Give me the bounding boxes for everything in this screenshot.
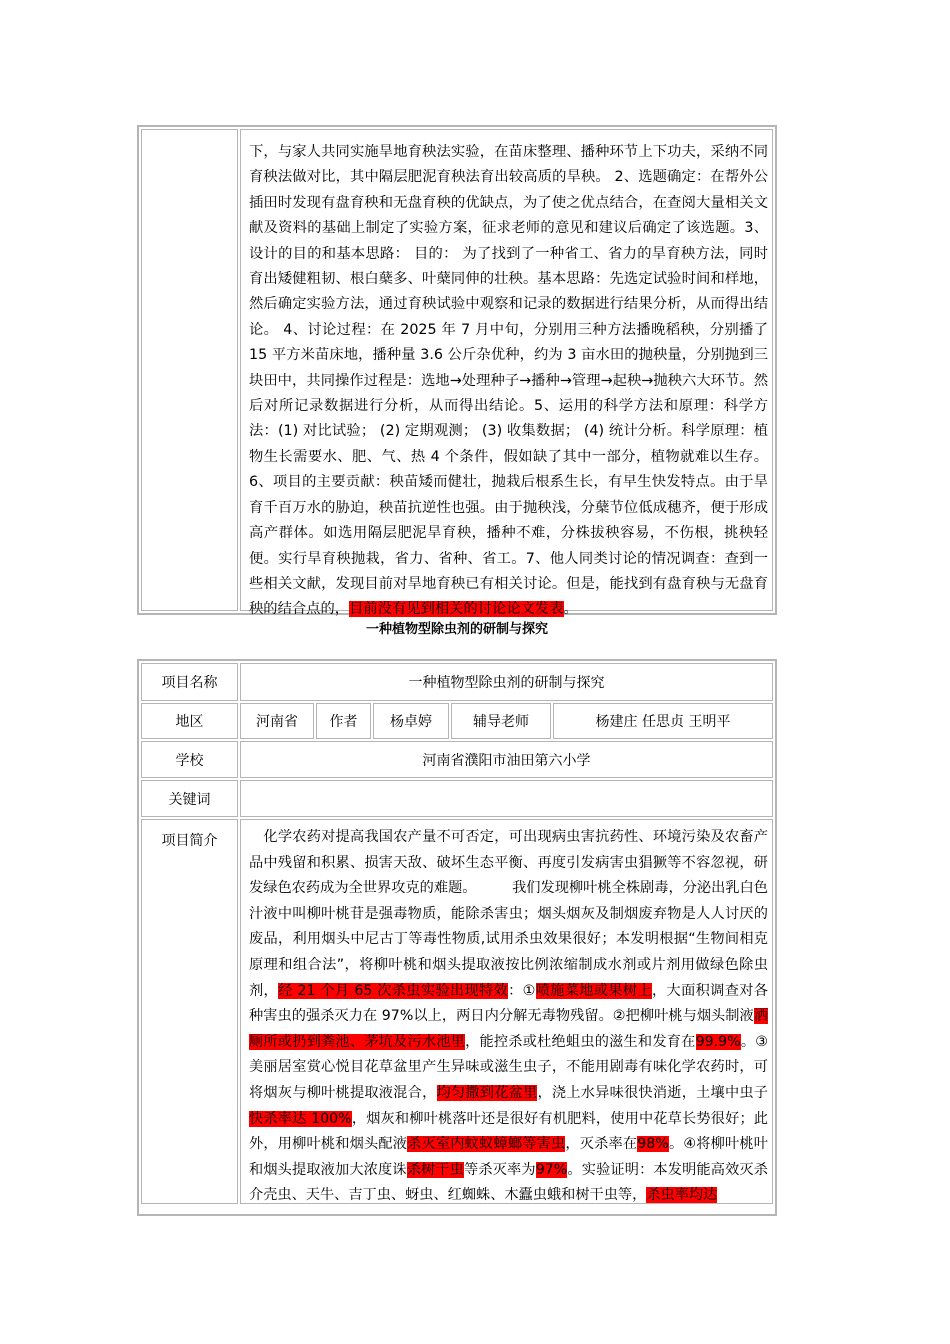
advisor-label: 辅导老师: [451, 703, 551, 739]
continued-content-cell: [240, 129, 773, 618]
text-segment: ：①: [508, 982, 536, 999]
text-segment: ，浇上水异味很快消逝，土壤中虫子: [537, 1084, 768, 1101]
summary-label: 项目简介: [141, 819, 238, 1204]
author-value: 杨卓婷: [373, 703, 449, 739]
region-value: 河南省: [240, 703, 314, 739]
summary-content: [240, 819, 773, 1204]
advisor-value: 杨建庄 任思贞 王明平: [553, 703, 773, 739]
project-name-row: [141, 663, 773, 701]
school-label: 学校: [141, 741, 238, 778]
highlighted-text: 喷施菜地或果树上: [535, 982, 652, 999]
text-segment: 。实验证明：本发明能高效灭杀介壳虫、天牛、吉丁虫、蚜虫、红蜘蛛、木蠹虫蛾和树干虫等，: [249, 1161, 768, 1204]
text-segment: 化学农药对提高我国农产量不可否定，可出现病虫害抗药性、环境污染及农畜产品中残留和积累、损害天敌、破坏生态平衡、再度引发病害虫猖獗等不容忽视，研发绿色农药成为全世界攻克的难题。 我们发现柳叶桃全株剧毒，分泌出乳白色汁液中叫柳叶桃苷是强毒物质，能除杀害虫；烟头烟灰及制烟废弃物是人人讨厌的废品，利用烟头中尼古丁等毒性物质,试用杀虫效果很好；本发明根据“生物间相克原理和组合法”，将柳叶桃和烟头提取液按比例浓缩制成水剂或片剂用做绿色除虫剂，: [249, 829, 768, 999]
highlighted-text: 目前没有见到相关的讨论论文发表: [349, 601, 564, 618]
text-segment: ，能控杀或杜绝蛆虫的滋生和发育在: [465, 1033, 696, 1050]
project-name-value: 一种植物型除虫剂的研制与探究: [240, 663, 773, 701]
highlighted-text: 98%: [637, 1136, 669, 1153]
section-caption: 一种植物型除虫剂的研制与探究: [365, 622, 548, 637]
keywords-label: 关键词: [141, 780, 238, 817]
keywords-row: [141, 780, 773, 817]
text-segment: ，大面积调查对各种害虫的强杀灭力在 97%以上，两日内分解无毒物残留。②把柳叶桃与烟头制液: [249, 982, 768, 1025]
summary-row: [141, 819, 773, 1204]
author-label: 作者: [316, 703, 371, 739]
project-name-label: 项目名称: [141, 663, 238, 701]
school-row: [141, 741, 773, 778]
text-segment: 。③美丽居室赏心悦目花草盆里产生异味或滋生虫子，不能用剧毒有味化学农药时，可将烟灰与柳叶桃提取液混合，: [249, 1033, 768, 1101]
text-segment: 。④将柳叶桃叶和烟头提取液加大浓度诛: [249, 1136, 768, 1178]
keywords-value: [240, 780, 773, 817]
highlighted-text: 洒厕所或扔到粪池、茅坑及污水池里: [249, 1008, 768, 1050]
highlighted-text: 杀虫率均达: [646, 1187, 718, 1204]
school-value: 河南省濮阳市油田第六小学: [240, 741, 773, 778]
info-row: [141, 703, 773, 739]
continued-paragraph: [249, 140, 768, 623]
continued-table: [137, 125, 777, 618]
highlighted-text: 经 21 个月 65 次杀虫实验出现特效: [278, 982, 509, 999]
text-segment: 。: [563, 601, 578, 618]
highlighted-text: 杀树干虫: [406, 1161, 465, 1178]
text-segment: ，灭杀率在: [565, 1136, 638, 1153]
text-segment: 下，与家人共同实施旱地育秧法实验，在苗床整理、播种环节上下功夫，采纳不同育秧法做对比，其中隔层肥泥育秧法育出较高质的旱秧。 2、选题确定：在帮外公插田时发现有盘育秧和无盘育秧的优缺点，为了使之优点结合，在查阅大量相关文献及资料的基础上制定了实验方案，征求老师的意见和建议后确定了该选题。3、设计的目的和基本思路： 目的： 为了找到了一种省工、省力的旱育秧方法，同时育出矮健粗韧、根白蘖多、叶蘖同伸的壮秧。基本思路：先选定试验时间和样地，然后确定实验方法，通过育秧试验中观察和记录的数据进行结果分析，从而得出结论。 4、讨论过程：在 2025 年 7 月中旬，分别用三种方法播晚稻秧，分别播了 15 平方米苗床地，播种量 3.6 公斤杂优种，约为 3 亩水田的抛秧量，分别抛到三块田中，共同操作过程是：选地→处理种子→播种→管理→起秧→抛秧六大环节。然后对所记录数据进行分析，从而得出结论。5、运用的科学方法和原理：科学方法：(1) 对比试验； (2) 定期观测； (3) 收集数据； (4) 统计分析。科学原理：植物生长需要水、肥、气、热 4 个条件，假如缺了其中一部分，植物就难以生存。 6、项目的主要贡献：秧苗矮而健壮，抛栽后根系生长，有早生快发特点。由于旱育千百万水的胁迫，秧苗抗逆性也强。由于抛秧浅，分蘖节位低成穗齐，便于形成高产群体。如选用隔层肥泥旱育秧，播种不难，分株拔秧容易，不伤根，挑秧轻便。实行旱育秧抛栽，省力、省种、省工。7、他人同类讨论的情况调查：查到一些相关文献，发现目前对旱地育秧已有相关讨论。但是，能找到有盘育秧与无盘育秧的结合点的，: [249, 144, 768, 618]
highlighted-text: 97%: [535, 1161, 568, 1178]
project-table: [137, 659, 777, 1216]
highlighted-text: 杀灭室内蚊蚁蟑螂等害虫: [407, 1136, 566, 1153]
continued-label-cell: [141, 129, 238, 611]
text-segment: 等杀灭率为: [464, 1161, 536, 1178]
region-label: 地区: [141, 703, 238, 739]
summary-paragraph: [249, 825, 768, 1209]
highlighted-text: 99.9%: [695, 1033, 741, 1050]
text-segment: ，烟灰和柳叶桃落叶还是很好有机肥料，使用中花草长势很好；此外，用柳叶桃和烟头配液: [249, 1110, 768, 1153]
highlighted-text: 快杀率达 100%: [249, 1110, 352, 1127]
highlighted-text: 均匀撒到花盆里: [436, 1084, 538, 1101]
